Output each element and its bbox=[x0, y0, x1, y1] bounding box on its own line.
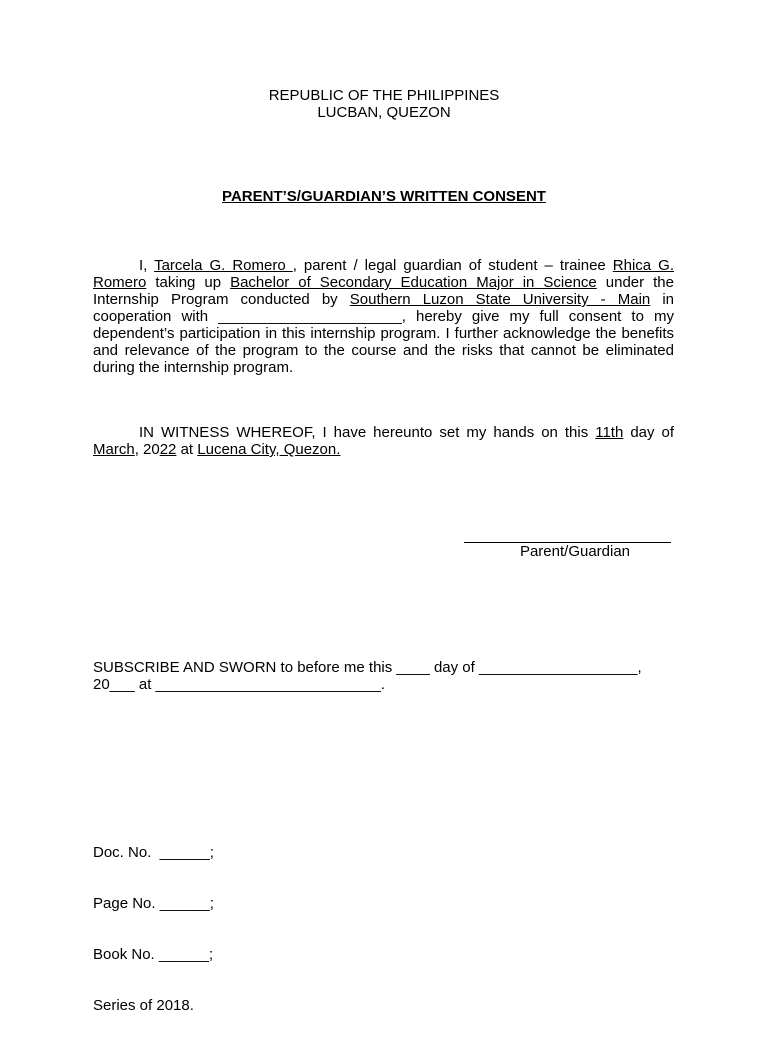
student-name: Rhica G. Romero bbox=[93, 257, 675, 291]
witness-month: March bbox=[93, 441, 135, 458]
consent-text-2: , parent / legal guardian of student – trainee bbox=[292, 257, 613, 274]
signature-label: Parent/Guardian bbox=[519, 543, 631, 560]
header-republic: REPUBLIC OF THE PHILIPPINES bbox=[268, 87, 500, 104]
witness-year-suffix: 22 bbox=[159, 441, 177, 458]
parent-name: Tarcela G. Romero bbox=[154, 257, 293, 274]
witness-day: 11th bbox=[595, 424, 624, 441]
consent-text-1: I, bbox=[139, 257, 155, 274]
header-location: LUCBAN, QUEZON bbox=[317, 104, 451, 121]
signature-block bbox=[464, 526, 672, 560]
consent-text-3: taking up bbox=[146, 274, 231, 291]
sworn-line-1: SUBSCRIBE AND SWORN to before me this ____ day of ___________________, bbox=[93, 659, 642, 676]
witness-place: Lucena City, Quezon. bbox=[197, 441, 341, 458]
consent-text-4: under the Internship Program conducted by bbox=[93, 274, 674, 308]
consent-text-5: in cooperation with ______________________, hereby give my full consent to my dependent’s participation in this internship program. I further acknowledge the benefits and relevance of the program to the course and the risks that cannot be eliminated during the internship program. bbox=[93, 291, 674, 376]
notary-book-no: Book No. ______; bbox=[93, 946, 214, 963]
notary-details bbox=[93, 810, 393, 1048]
notary-doc-no: Doc. No. ______; bbox=[93, 844, 214, 861]
document-header bbox=[0, 87, 768, 121]
signature-line bbox=[464, 526, 671, 543]
sworn-statement bbox=[93, 659, 674, 693]
witness-paragraph bbox=[93, 424, 674, 458]
notary-series: Series of 2018. bbox=[93, 997, 194, 1014]
sworn-line-2: 20___ at ___________________________. bbox=[93, 676, 385, 693]
course-name: Bachelor of Secondary Education Major in Science bbox=[230, 274, 597, 291]
witness-text-2: day of bbox=[623, 424, 675, 441]
notary-page-no: Page No. ______; bbox=[93, 895, 214, 912]
witness-text-4: at bbox=[176, 441, 198, 458]
witness-text-1: IN WITNESS WHEREOF, I have hereunto set my hands on this bbox=[139, 424, 596, 441]
consent-paragraph bbox=[93, 257, 674, 376]
document-title: PARENT’S/GUARDIAN’S WRITTEN CONSENT bbox=[222, 188, 546, 205]
witness-text-3: , 20 bbox=[134, 441, 160, 458]
university-name: Southern Luzon State University - Main bbox=[349, 291, 651, 308]
